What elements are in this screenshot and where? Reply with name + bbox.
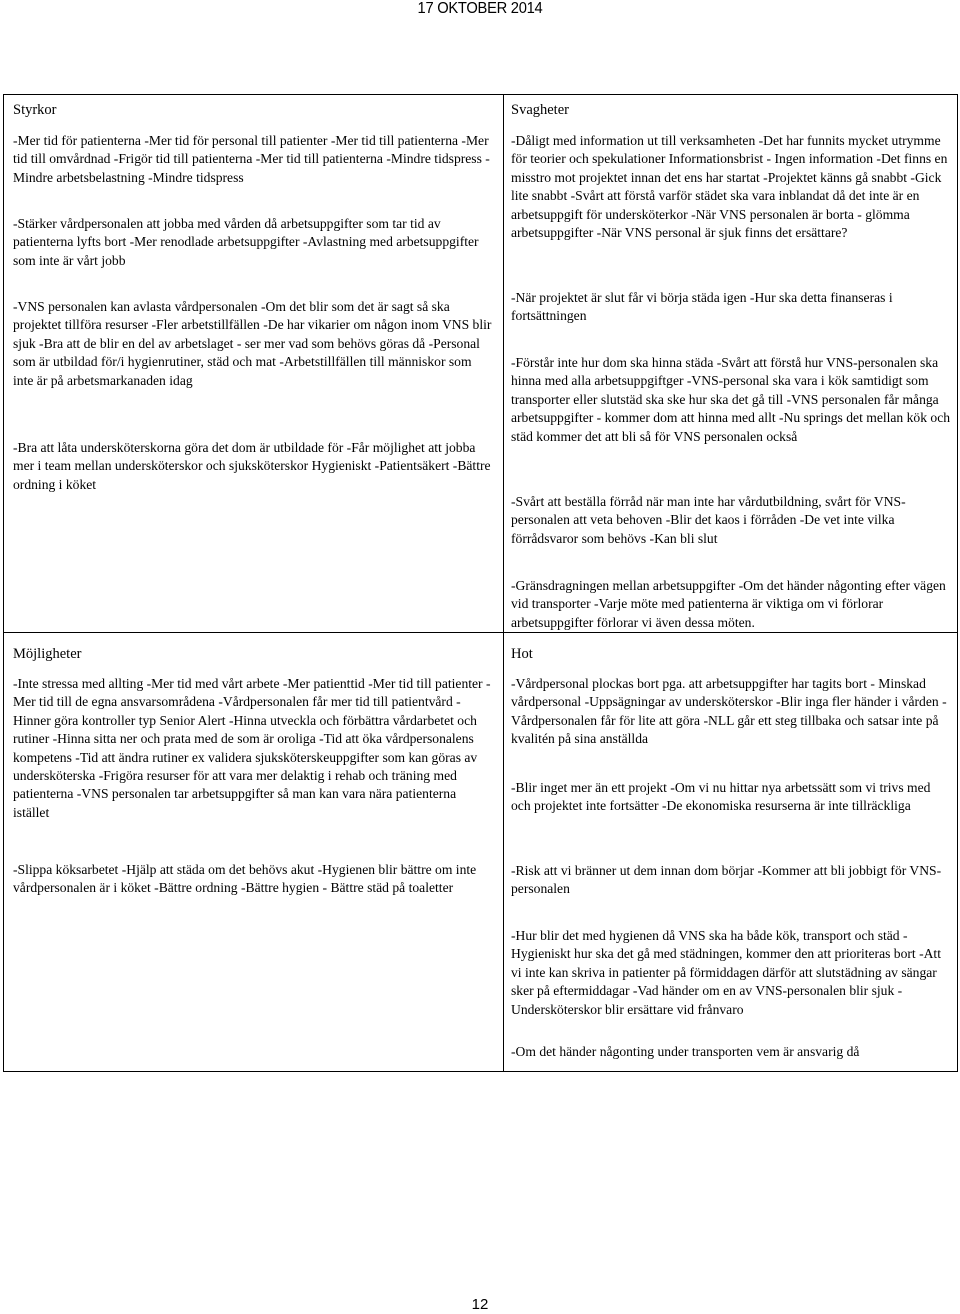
threats-paragraph: -Blir inget mer än ett projekt -Om vi nu hittar nya arbetssätt som vi trivs med och projektet inte fortsätter -De ekonomiska resurserna är inte tillräckliga [511,780,931,814]
threats-paragraph: -Risk att vi bränner ut dem innan dom börjar -Kommer att bli jobbigt för VNS-personalen [511,863,942,897]
swot-table [3,94,958,1072]
opportunities-paragraph: -Slippa köksarbetet -Hjälp att städa om det behövs akut -Hygienen blir bättre om inte vårdpersonalen är i köket -Bättre ordning -Bättre hygien - Bättre städ på toaletter [13,862,477,896]
threats-cell [504,632,957,1072]
strengths-paragraph: -Bra att låta undersköterskorna göra det dom är utbildade för -Får möjlighet att jobba mer i team mellan undersköterskor och sjuksköterskor Hygieniskt -Patientsäkert -Bättre ordning i köket [13,440,491,492]
weaknesses-paragraph: -När projektet är slut får vi börja städa igen -Hur ska detta finanseras i fortsättningen [511,290,893,324]
weaknesses-paragraph: -Svårt att beställa förråd när man inte har vårdutbildning, svårt för VNS-personalen att veta behoven -Blir det kaos i förråden -De vet inte vilka förrådsvaror som behövs -Kan bli slut [511,494,906,546]
weaknesses-cell [504,95,957,632]
threats-title: Hot [511,646,533,662]
opportunities-cell [4,632,504,1072]
weaknesses-paragraph: -Gränsdragningen mellan arbetsuppgifter -Om det händer någonting efter vägen vid transporter -Varje möte med patienterna är viktiga om vi förlorar arbetsuppgifter förlorar vi även dessa möten. [511,578,946,630]
strengths-paragraph: -Mer tid för patienterna -Mer tid för personal till patienter -Mer tid till patienterna -Mer tid till omvårdnad -Frigör tid till patienterna -Mer tid till patienterna -Mindre tidspress -Mindre arbetsbelastning -Mindre tidspress [13,133,490,185]
threats-paragraph: -Hur blir det med hygienen då VNS ska ha både kök, transport och städ -Hygieniskt hur ska det gå med städningen, kommer den att prioriteras bort -Att vi inte kan skriva in patienter på förmiddagen därför att slutstädning av sängar sker på eftermiddagar -Vad händer om en av VNS-personalen blir sjuk -Undersköterskor blir ersättare vid frånvaro [511,928,941,1017]
strengths-title: Styrkor [13,102,57,118]
opportunities-title: Möjligheter [13,646,82,662]
strengths-paragraph: -Stärker vårdpersonalen att jobba med vården då arbetsuppgifter som tar tid av patienterna lyfts bort -Mer renodlade arbetsuppgifter -Avlastning med arbetsuppgifter som inte är vårt jobb [13,216,479,268]
weaknesses-title: Svagheter [511,102,569,118]
header-date: 17 OKTOBER 2014 [417,0,543,17]
weaknesses-paragraph: -Förstår inte hur dom ska hinna städa -Svårt att förstå hur VNS-personalen ska hinna med alla arbetsuppgiftger -VNS-personal ska vara i kök samtidigt som transporter eller slutstäd ska ske hur ska det gå till -VNS personalen får många arbetsuppgifter - kommer dom att hinna med allt -Nu springs det mellan kök och städ kommer det att bli så för VNS personalen också [511,355,951,444]
page-number: 12 [471,1296,489,1313]
opportunities-paragraph: -Inte stressa med allting -Mer tid med vårt arbete -Mer patienttid -Mer tid till patienter -Mer tid till de egna ansvarsområdena -Vårdpersonalen får mer tid till patientvård -Hinner göra kontroller typ Senior Alert -Hinna utveckla och förbättra vårdarbetet och rutiner -Hinna sitta ner och prata med de som är oroliga -Tid att öka vårdpersonalens kompetens -Tid att ändra rutiner ex validera sjuksköterskeuppgifter som kan göras av undersköterska -Frigöra resurser för att vara mer delaktig i rehab och träning med patienterna -VNS personalen tar arbetsuppgifter så man kan vara nära patienterna istället [13,676,491,820]
weaknesses-paragraph: -Dåligt med information ut till verksamheten -Det har funnits mycket utrymme för teorier och spekulationer Informationsbrist - Ingen information -Det finns en misstro mot projektet innan det ens har startat -Projektet känns gå snabbt -Gick lite snabbt -Svårt att förstå varför städet ska vara inblandat då det inte är en arbetsuppgift för undersköterkor -När VNS personalen är borta - glömma arbetsuppgifter -När VNS personal är sjuk finns det ersättare? [511,133,948,241]
threats-paragraph: -Om det händer någonting under transporten vem är ansvarig då [511,1044,860,1059]
threats-paragraph: -Vårdpersonal plockas bort pga. att arbetsuppgifter har tagits bort - Minskad vårdpersonal -Uppsägningar av undersköterskor -Blir inga fler händer i vården -Vårdpersonalen får för lite att göra -NLL går ett steg tillbaka och satsar inte på kvalitén på sina anställda [511,676,947,747]
strengths-paragraph: -VNS personalen kan avlasta vårdpersonalen -Om det blir som det är sagt så ska projektet tillföra resurser -Fler arbetstillfällen -De har vikarier om någon inom VNS blir sjuk -Bra att de blir en del av arbetslaget - ser mer vad som behövs göras då -Personal som är utbildad för/i hygienrutiner, städ och mat -Arbetstillfällen till människor som inte är på arbetsmarkanaden idag [13,299,492,388]
strengths-cell [4,95,504,632]
